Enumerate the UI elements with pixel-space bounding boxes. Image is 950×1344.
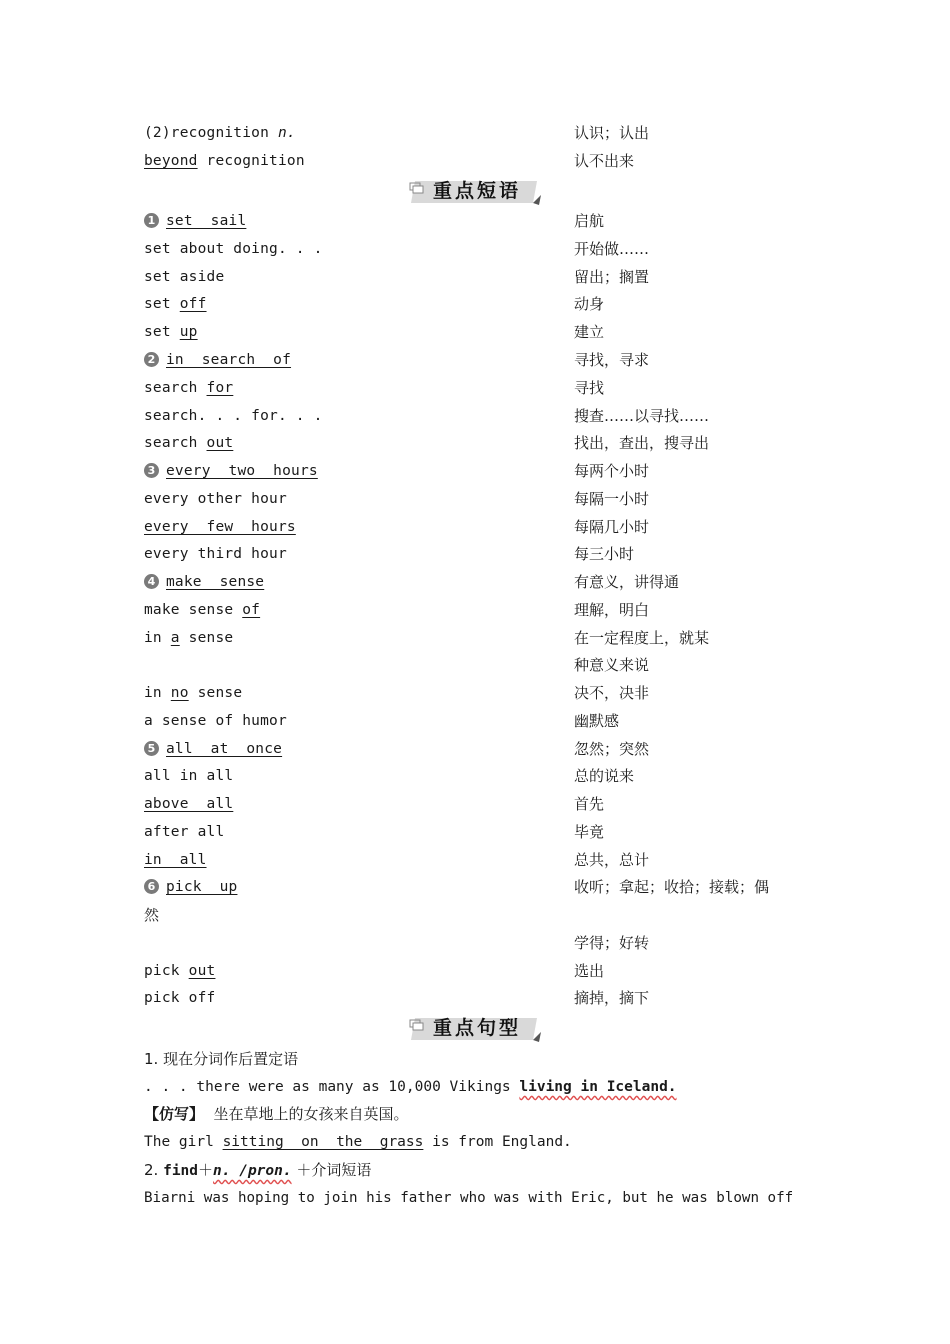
phrase-row: every third hour 每三小时 [144,545,635,563]
phrase-row-continued: 学得；好转 [574,934,650,952]
imitation-answer: The girl sitting on the grass is from England. [144,1134,572,1150]
vocab-row-recognition [144,119,824,147]
phrase-en: (2)recognition n. [144,125,296,141]
phrase-row: make sense of 理解，明白 [144,601,650,619]
section-title: 重点短语 [432,180,521,202]
phrase-row: 4 make sense 有意义，讲得通 [144,568,824,596]
phrase-row: every other hour 每隔一小时 [144,490,650,508]
phrase-row: all in all 总的说来 [144,767,635,785]
section-title: 重点句型 [432,1017,521,1039]
sentence-example: Biarni was hoping to join his father who was with Eric, but he was blown off [144,1190,794,1206]
vocab-row-beyond-recognition [144,147,824,175]
sentence-example: . . . there were as many as 10,000 Vikings living in Iceland. [144,1079,677,1095]
phrase-row: set about doing. . . 开始做…… [144,240,650,258]
phrase-row-continued: 种意义来说 [574,656,650,674]
phrase-row: set aside 留出；搁置 [144,268,650,286]
phrase-zh: 认不出来 [574,152,635,170]
phrase-row: set up 建立 [144,323,605,341]
phrase-row: in all 总共，总计 [144,851,650,869]
phrase-row: 3 every two hours 每两个小时 [144,457,824,485]
phrase-row: pick off 摘掉，摘下 [144,989,650,1007]
phrase-row: search for 寻找 [144,379,605,397]
phrase-row: 1 set sail 启航 [144,207,824,235]
phrase-row: every few hours 每隔几小时 [144,518,650,536]
item-number-badge: 6 [144,879,159,894]
item-number-badge: 2 [144,352,159,367]
phrase-row: 5 all at once 忽然；突然 [144,735,824,763]
phrase-row: after all 毕竟 [144,823,605,841]
phrase-row: set off 动身 [144,295,605,313]
section-banner-phrases [407,177,543,207]
phrase-wrap-char: 然 [144,906,160,924]
phrase-row: in no sense 决不，决非 [144,684,650,702]
phrase-row: search out 找出，查出，搜寻出 [144,434,710,452]
phrase-row: 2 in search of 寻找，寻求 [144,346,824,374]
phrase-row: a sense of humor 幽默感 [144,712,620,730]
item-number-badge: 4 [144,574,159,589]
phrase-row: 6 pick up 收听；拿起；收拾；接载；偶 [144,873,824,901]
sentence-pattern-title: 2. find＋n. /pron. ＋介词短语 [144,1161,372,1179]
item-number-badge: 3 [144,463,159,478]
sentence-pattern-title: 1. 现在分词作后置定语 [144,1050,299,1068]
imitation-prompt: 【仿写】 坐在草地上的女孩来自英国。 [144,1105,409,1123]
item-number-badge: 5 [144,741,159,756]
phrase-zh: 认识；认出 [574,124,650,142]
section-banner-sentences [407,1014,543,1044]
phrase-row: pick out 选出 [144,962,605,980]
phrase-row: search. . . for. . . 搜查……以寻找…… [144,407,710,425]
phrase-en: beyond recognition [144,153,305,169]
item-number-badge: 1 [144,213,159,228]
phrase-row: above all 首先 [144,795,605,813]
phrase-row: in a sense 在一定程度上，就某 [144,629,710,647]
